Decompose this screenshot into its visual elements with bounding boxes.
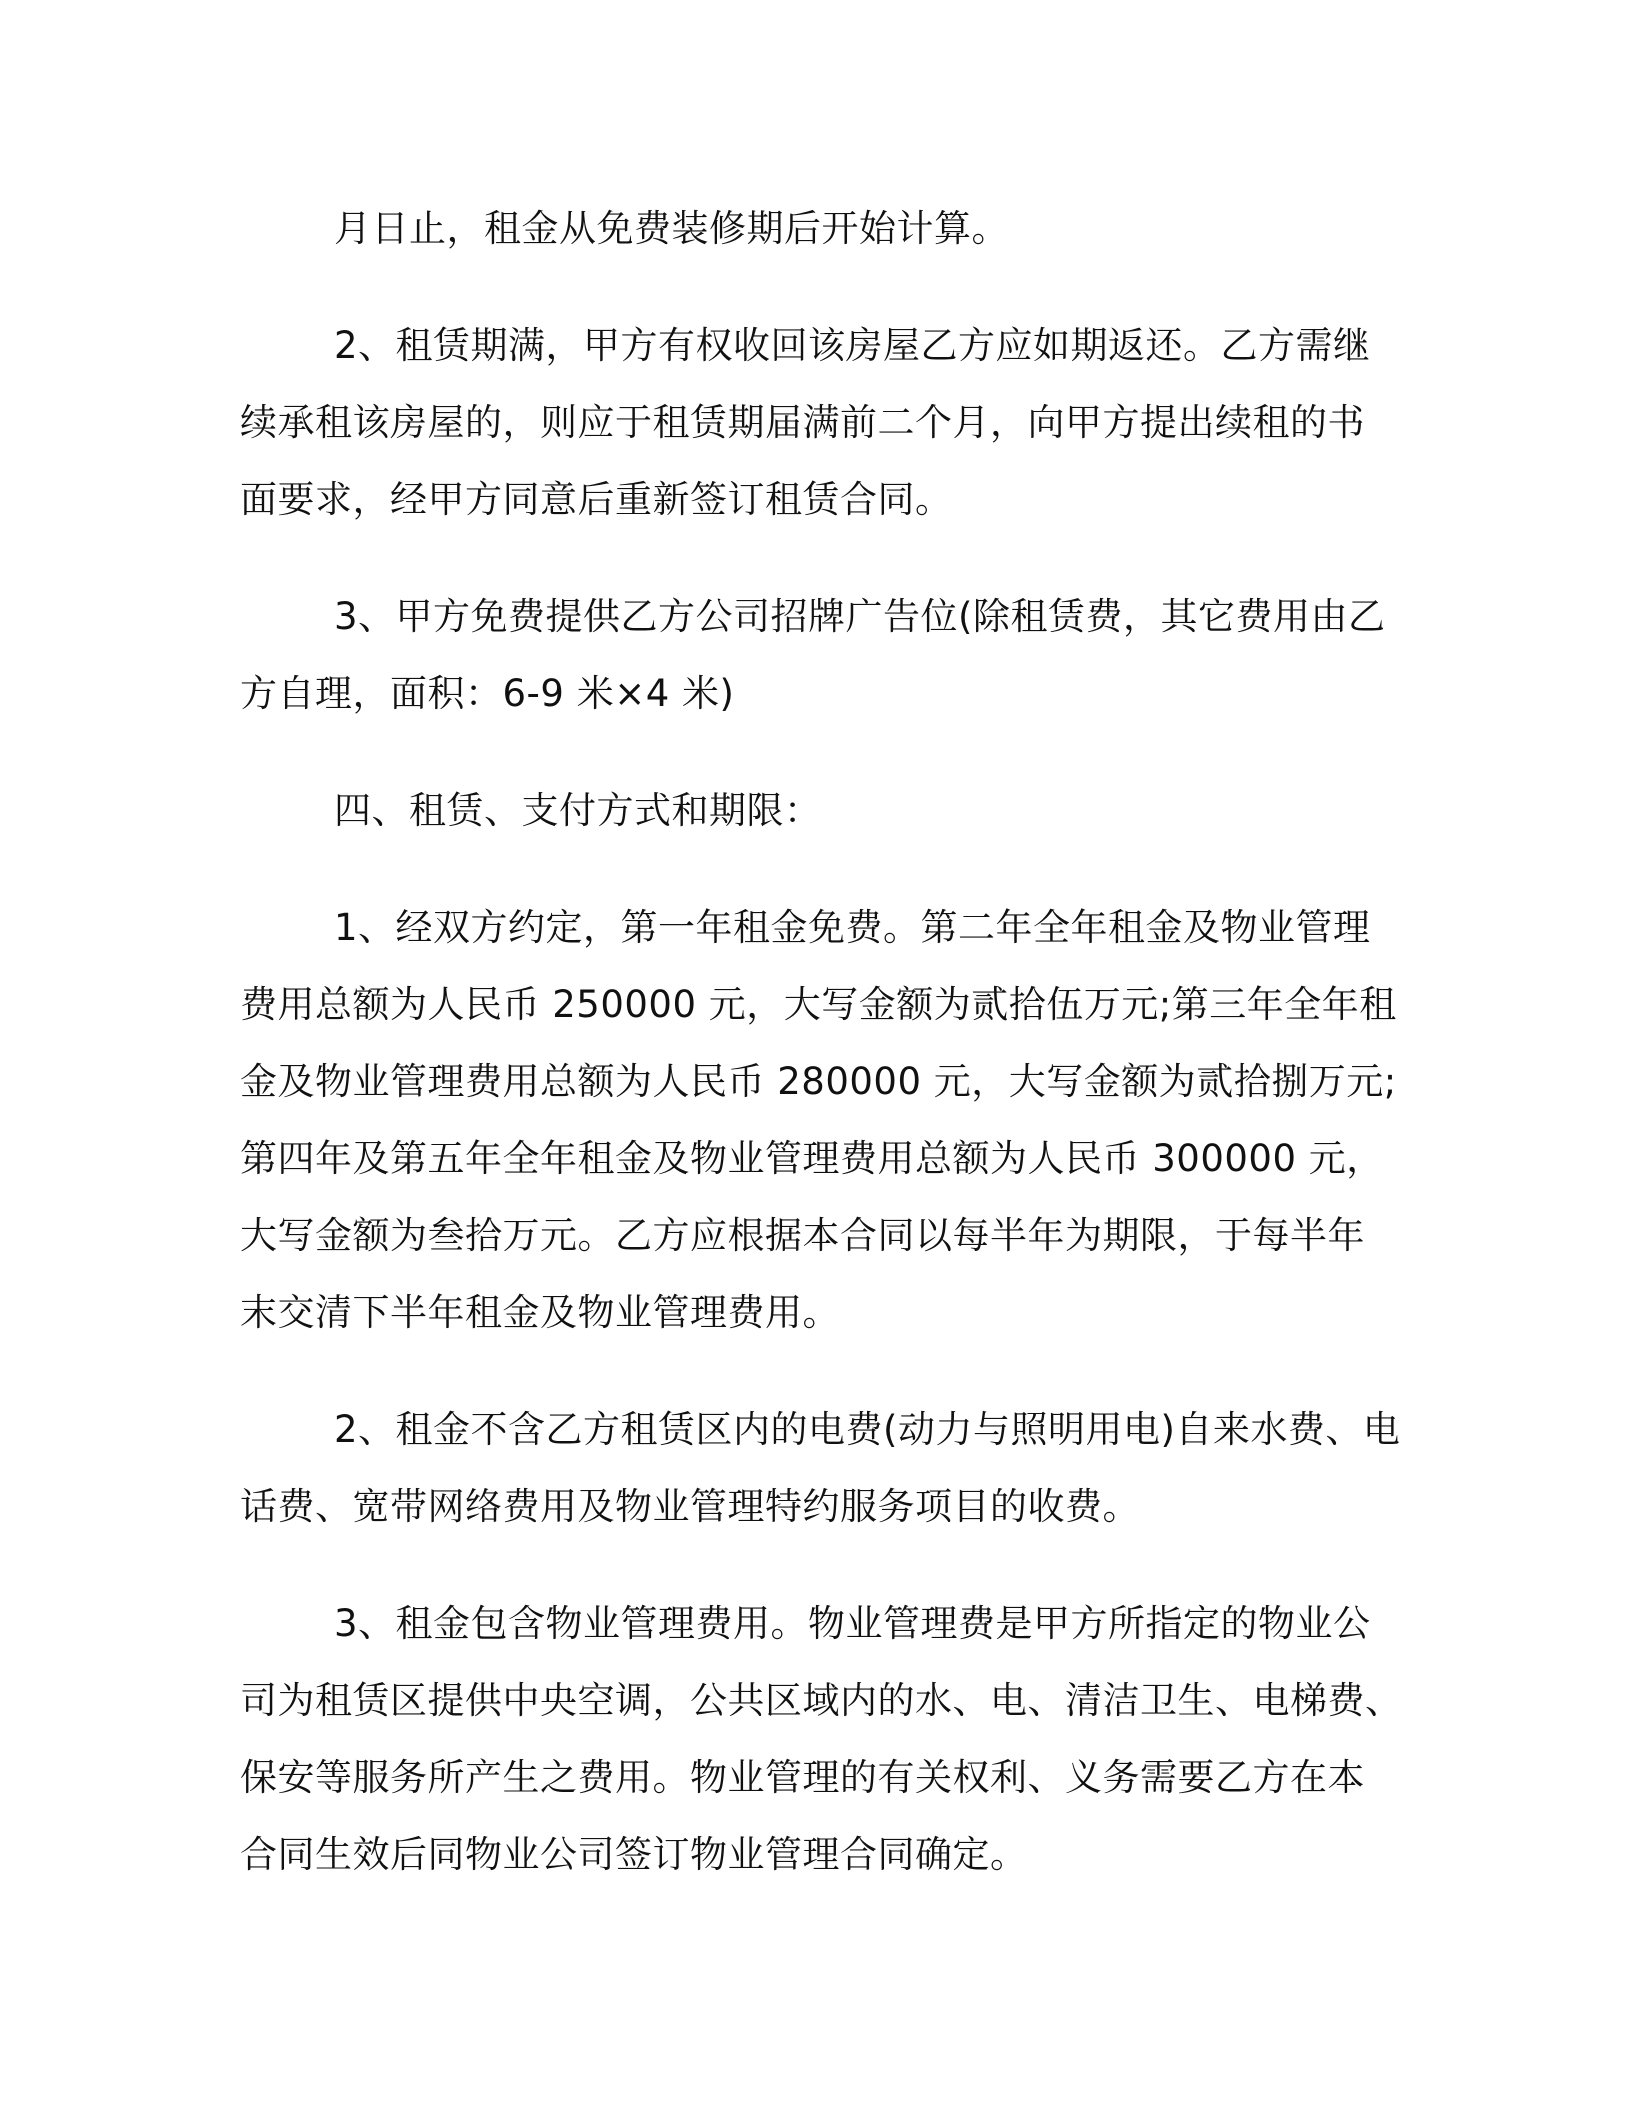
paragraph-rent-exclusions <box>240 1391 1401 1545</box>
paragraph-line: 月日止，租金从免费装修期后开始计算。 <box>334 207 1009 250</box>
paragraph-line: 保安等服务所产生之费用。物业管理的有关权利、义务需要乙方在本 <box>240 1756 1365 1799</box>
paragraph-gap <box>240 732 1390 772</box>
paragraph-line: 大写金额为叁拾万元。乙方应根据本合同以每半年为期限，于每半年 <box>240 1214 1365 1257</box>
section-heading-payment <box>240 772 1390 849</box>
paragraph-line: 末交清下半年租金及物业管理费用。 <box>240 1291 840 1334</box>
paragraph-gap <box>240 267 1390 307</box>
paragraph-line: 司为租赁区提供中央空调，公共区域内的水、电、清洁卫生、电梯费、 <box>240 1679 1403 1722</box>
paragraph-line: 1、经双方约定，第一年租金免费。第二年全年租金及物业管理 <box>334 906 1371 949</box>
document-page <box>240 190 1403 1893</box>
paragraph-gap <box>240 1351 1390 1391</box>
paragraph-rent-amounts <box>240 889 1397 1351</box>
paragraph-property-fee <box>240 1585 1403 1893</box>
paragraph-line: 费用总额为人民币 250000 元，大写金额为贰拾伍万元;第三年全年租 <box>240 983 1397 1026</box>
paragraph-gap <box>240 1545 1390 1585</box>
paragraph-signboard <box>240 578 1390 732</box>
paragraph-line: 第四年及第五年全年租金及物业管理费用总额为人民币 300000 元， <box>240 1137 1384 1180</box>
paragraph-line: 金及物业管理费用总额为人民币 280000 元，大写金额为贰拾捌万元; <box>240 1060 1397 1103</box>
paragraph-line: 合同生效后同物业公司签订物业管理合同确定。 <box>240 1833 1028 1876</box>
paragraph-line: 3、甲方免费提供乙方公司招牌广告位(除租赁费，其它费用由乙 <box>334 595 1386 638</box>
paragraph-line: 续承租该房屋的，则应于租赁期届满前二个月，向甲方提出续租的书 <box>240 401 1365 444</box>
paragraph-line: 2、租金不含乙方租赁区内的电费(动力与照明用电)自来水费、电 <box>334 1408 1401 1451</box>
paragraph-rent-start <box>240 190 1390 267</box>
paragraph-line: 3、租金包含物业管理费用。物业管理费是甲方所指定的物业公 <box>334 1602 1371 1645</box>
paragraph-gap <box>240 538 1390 578</box>
paragraph-line: 面要求，经甲方同意后重新签订租赁合同。 <box>240 478 953 521</box>
paragraph-line: 2、租赁期满，甲方有权收回该房屋乙方应如期返还。乙方需继 <box>334 324 1371 367</box>
paragraph-gap <box>240 849 1390 889</box>
paragraph-lease-renewal <box>240 307 1390 538</box>
section-heading-text: 四、租赁、支付方式和期限： <box>334 789 822 832</box>
paragraph-line: 方自理，面积：6-9 米×4 米) <box>240 672 735 715</box>
paragraph-line: 话费、宽带网络费用及物业管理特约服务项目的收费。 <box>240 1485 1140 1528</box>
